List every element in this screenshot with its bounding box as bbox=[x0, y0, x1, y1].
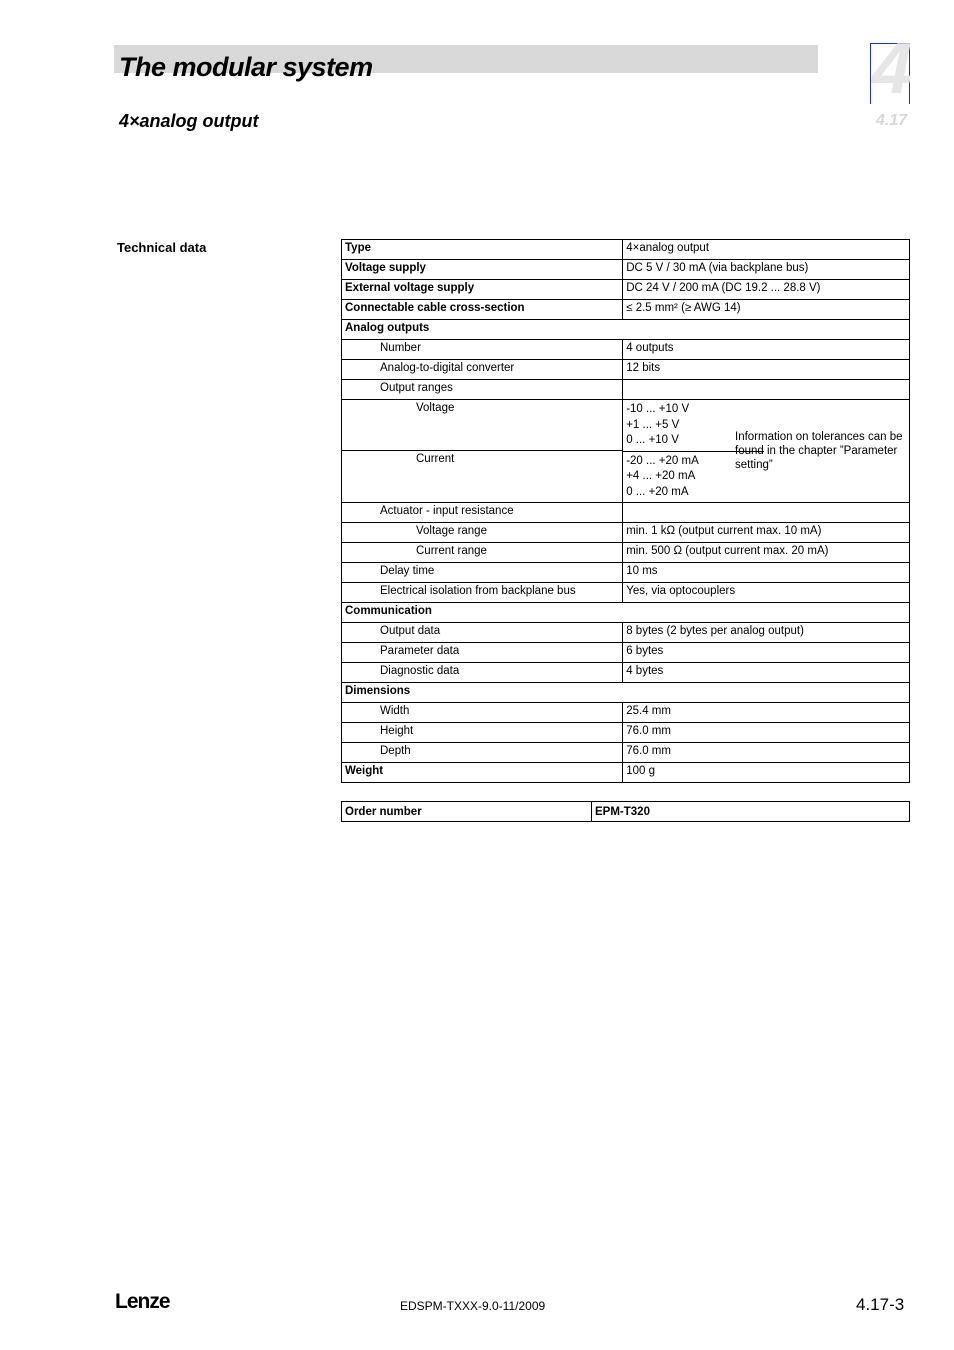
row-label: Output ranges bbox=[342, 380, 623, 400]
row-value: DC 5 V / 30 mA (via backplane bus) bbox=[623, 260, 910, 280]
table-row bbox=[342, 340, 910, 360]
table-row bbox=[342, 300, 910, 320]
table-row bbox=[342, 563, 910, 583]
row-label: Actuator - input resistance bbox=[342, 503, 623, 523]
row-label: Current bbox=[342, 451, 623, 503]
group-heading: Communication bbox=[342, 603, 910, 623]
row-value: 76.0 mm bbox=[623, 723, 910, 743]
row-label: Analog-to-digital converter bbox=[342, 360, 623, 380]
row-label: Number bbox=[342, 340, 623, 360]
document-id: EDSPM-TXXX-9.0-11/2009 bbox=[400, 1299, 546, 1313]
row-label: Parameter data bbox=[342, 643, 623, 663]
section-title: 4×analog output bbox=[119, 111, 259, 131]
table-row bbox=[342, 743, 910, 763]
chapter-number: 4 bbox=[872, 29, 913, 109]
row-label: Depth bbox=[342, 743, 623, 763]
row-value: 8 bytes (2 bytes per analog output) bbox=[623, 623, 910, 643]
table-row bbox=[342, 623, 910, 643]
row-value: min. 500 Ω (output current max. 20 mA) bbox=[623, 543, 910, 563]
table-row bbox=[342, 663, 910, 683]
row-value: 100 g bbox=[623, 763, 910, 783]
voltage-range-value: -10 ... +10 V bbox=[626, 403, 690, 415]
table-row bbox=[342, 240, 910, 260]
table-row bbox=[342, 280, 910, 300]
table-row bbox=[342, 360, 910, 380]
table-row bbox=[342, 603, 910, 623]
table-row bbox=[342, 503, 910, 523]
chapter-subnumber: 4.17 bbox=[876, 112, 908, 129]
row-label: Electrical isolation from backplane bus bbox=[342, 583, 623, 603]
table-row bbox=[342, 703, 910, 723]
row-label: Current range bbox=[342, 543, 623, 563]
row-value: min. 1 kΩ (output current max. 10 mA) bbox=[623, 523, 910, 543]
table-row bbox=[342, 380, 910, 400]
voltage-range-value: 0 ... +10 V bbox=[626, 434, 679, 446]
row-label: Voltage bbox=[342, 400, 623, 451]
row-label: Weight bbox=[342, 763, 623, 783]
lenze-logo: Lenze bbox=[115, 1290, 170, 1313]
row-label: Output data bbox=[342, 623, 623, 643]
chapter-title: The modular system bbox=[119, 52, 373, 82]
order-number-value: EPM-T320 bbox=[595, 805, 650, 818]
page-number: 4.17-3 bbox=[856, 1295, 905, 1314]
row-value: 25.4 mm bbox=[623, 703, 910, 723]
row-value: Yes, via optocouplers bbox=[623, 583, 910, 603]
row-label: Width bbox=[342, 703, 623, 723]
row-value: ≤ 2.5 mm² (≥ AWG 14) bbox=[623, 300, 910, 320]
row-label: Connectable cable cross-section bbox=[342, 300, 623, 320]
row-value: 4 bytes bbox=[623, 663, 910, 683]
table-row bbox=[342, 523, 910, 543]
row-value: 6 bytes bbox=[623, 643, 910, 663]
row-value bbox=[623, 380, 910, 400]
table-row bbox=[342, 260, 910, 280]
table-row bbox=[342, 802, 910, 822]
row-label: Voltage supply bbox=[342, 260, 623, 280]
current-range-value: +4 ... +20 mA bbox=[626, 470, 696, 482]
row-label: Height bbox=[342, 723, 623, 743]
row-label: Delay time bbox=[342, 563, 623, 583]
table-row bbox=[342, 643, 910, 663]
row-value: 76.0 mm bbox=[623, 743, 910, 763]
voltage-range-value: +1 ... +5 V bbox=[626, 418, 680, 431]
row-label: Type bbox=[342, 240, 623, 260]
table-row bbox=[342, 683, 910, 703]
side-label: Technical data bbox=[117, 240, 207, 255]
order-number-table bbox=[341, 801, 910, 822]
group-heading: Analog outputs bbox=[342, 320, 910, 340]
table-row bbox=[342, 763, 910, 783]
order-number-label: Order number bbox=[342, 802, 592, 822]
row-label: Diagnostic data bbox=[342, 663, 623, 683]
current-range-value: 0 ... +20 mA bbox=[626, 485, 689, 498]
row-value: 10 ms bbox=[623, 563, 910, 583]
table-row bbox=[342, 320, 910, 340]
range-tolerance-note: Information on tolerances can be found in the chapter ”Parameter setting” bbox=[735, 431, 903, 471]
current-range-value: -20 ... +20 mA bbox=[626, 454, 699, 467]
table-row bbox=[342, 583, 910, 603]
row-label: Voltage range bbox=[342, 523, 623, 543]
row-value bbox=[623, 503, 910, 523]
row-value: 4×analog output bbox=[626, 242, 710, 254]
row-value: 4 outputs bbox=[623, 340, 910, 360]
table-row bbox=[342, 723, 910, 743]
table-row bbox=[342, 543, 910, 563]
technical-data-table bbox=[341, 239, 910, 783]
row-value: 12 bits bbox=[623, 360, 910, 380]
row-value: DC 24 V / 200 mA (DC 19.2 ... 28.8 V) bbox=[623, 280, 910, 300]
row-label: External voltage supply bbox=[342, 280, 623, 300]
group-heading: Dimensions bbox=[342, 683, 910, 703]
